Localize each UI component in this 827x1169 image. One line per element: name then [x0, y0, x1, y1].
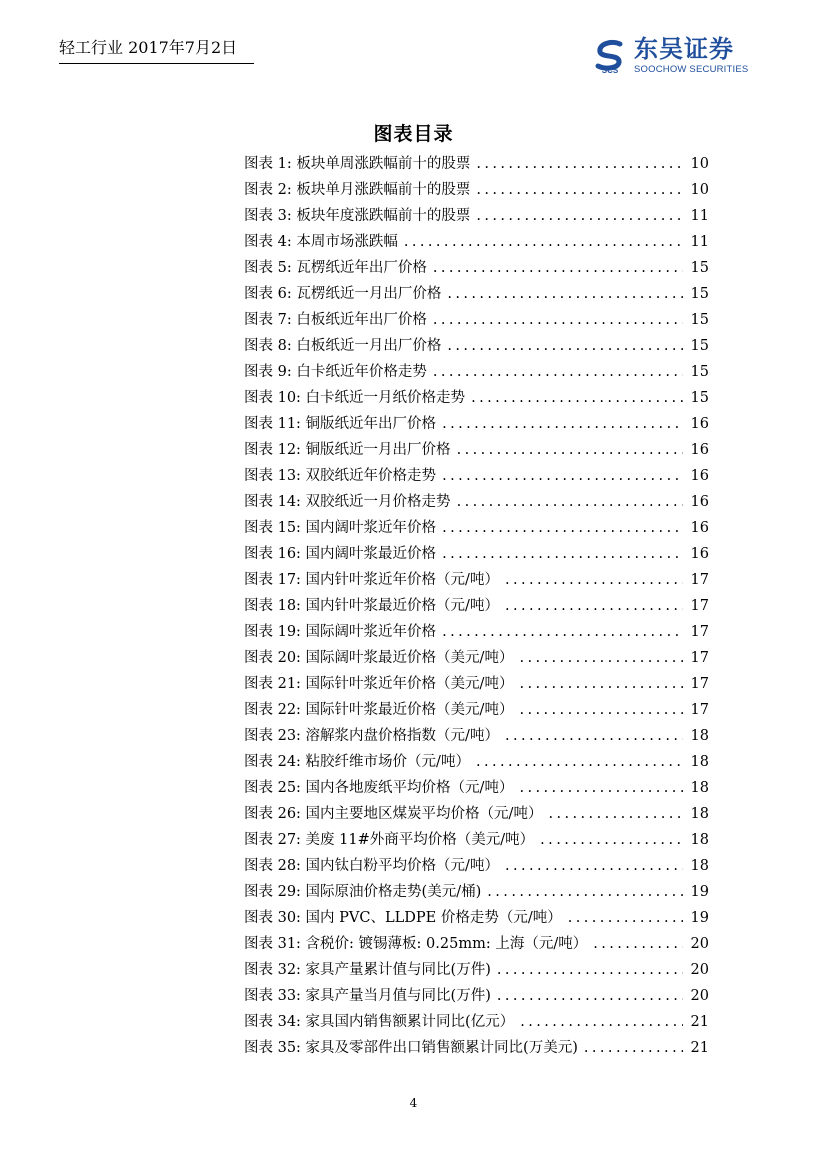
toc-entry-page: 17: [690, 598, 709, 614]
toc-entry[interactable]: [244, 359, 709, 385]
toc-entry[interactable]: [244, 281, 709, 307]
toc-leader-dots: [505, 857, 683, 875]
toc-entry-page: 16: [690, 442, 709, 458]
toc-entry[interactable]: [244, 151, 709, 177]
toc-entry[interactable]: [244, 1009, 709, 1035]
toc-entry-label: 图表 16: 国内阔叶浆最近价格: [244, 546, 437, 562]
scs-logo-text: SCS: [601, 66, 619, 74]
toc-entry-page: 20: [690, 936, 709, 952]
toc-entry-label: 图表 8: 白板纸近一月出厂价格: [244, 338, 442, 354]
toc-leader-dots: [476, 753, 683, 771]
toc-entry[interactable]: [244, 1035, 709, 1061]
toc-entry-page: 11: [690, 208, 709, 224]
toc-leader-dots: [487, 883, 683, 901]
toc-entry-page: 19: [690, 910, 709, 926]
toc-entry-label: 图表 20: 国际阔叶浆最近价格（美元/吨）: [244, 650, 514, 666]
toc-entry[interactable]: [244, 255, 709, 281]
toc-leader-dots: [433, 311, 683, 329]
toc-entry-label: 图表 14: 双胶纸近一月价格走势: [244, 494, 451, 510]
toc-entry-page: 11: [690, 234, 709, 250]
toc-title: 图表目录: [373, 123, 454, 145]
toc-entry-label: 图表 12: 铜版纸近一月出厂价格: [244, 442, 451, 458]
toc-entry-label: 图表 18: 国内针叶浆最近价格（元/吨）: [244, 598, 499, 614]
toc-leader-dots: [442, 467, 683, 485]
toc-entry[interactable]: [244, 385, 709, 411]
toc-entry[interactable]: [244, 645, 709, 671]
toc-entry[interactable]: [244, 307, 709, 333]
toc-entry-label: 图表 6: 瓦楞纸近一月出厂价格: [244, 286, 442, 302]
toc-entry-page: 18: [690, 806, 709, 822]
toc-leader-dots: [442, 545, 683, 563]
toc-entry-label: 图表 30: 国内 PVC、LLDPE 价格走势（元/吨）: [244, 910, 562, 926]
header-underline: [59, 63, 254, 64]
toc-leader-dots: [548, 805, 683, 823]
company-logo: [592, 35, 762, 78]
toc-entry-page: 17: [690, 624, 709, 640]
toc-entry[interactable]: [244, 489, 709, 515]
toc-entry-label: 图表 21: 国际针叶浆近年价格（美元/吨）: [244, 676, 514, 692]
toc-leader-dots: [584, 1039, 683, 1057]
toc-entry-page: 21: [690, 1014, 709, 1030]
toc-entry-label: 图表 13: 双胶纸近年价格走势: [244, 468, 437, 484]
toc-entry[interactable]: [244, 177, 709, 203]
toc-entry[interactable]: [244, 203, 709, 229]
toc-entry-label: 图表 3: 板块年度涨跌幅前十的股票: [244, 208, 471, 224]
toc-leader-dots: [447, 285, 683, 303]
toc-entry[interactable]: [244, 853, 709, 879]
toc-entry[interactable]: [244, 541, 709, 567]
toc-entry-label: 图表 11: 铜版纸近年出厂价格: [244, 416, 437, 432]
toc-entry-page: 16: [690, 468, 709, 484]
toc-entry-label: 图表 33: 家具产量当月值与同比(万件): [244, 988, 491, 1004]
toc-entry-label: 图表 10: 白卡纸近一月纸价格走势: [244, 390, 466, 406]
toc-entry[interactable]: [244, 697, 709, 723]
toc-entry-label: 图表 15: 国内阔叶浆近年价格: [244, 520, 437, 536]
toc-entry[interactable]: [244, 463, 709, 489]
toc-leader-dots: [442, 623, 683, 641]
toc-leader-dots: [593, 935, 683, 953]
toc-entry[interactable]: [244, 931, 709, 957]
toc-entry-page: 18: [690, 832, 709, 848]
toc-entry-label: 图表 34: 家具国内销售额累计同比(亿元）: [244, 1014, 515, 1030]
toc-entry-label: 图表 17: 国内针叶浆近年价格（元/吨）: [244, 572, 499, 588]
toc-entry-page: 21: [690, 1040, 709, 1056]
toc-entry[interactable]: [244, 827, 709, 853]
toc-entry-page: 16: [690, 520, 709, 536]
toc-leader-dots: [497, 987, 683, 1005]
toc-entry-label: 图表 23: 溶解浆内盘价格指数（元/吨）: [244, 728, 499, 744]
toc-entry[interactable]: [244, 723, 709, 749]
toc-list: [244, 151, 709, 1061]
toc-entry-label: 图表 22: 国际针叶浆最近价格（美元/吨）: [244, 702, 514, 718]
toc-entry-label: 图表 25: 国内各地废纸平均价格（元/吨）: [244, 780, 514, 796]
toc-entry-page: 15: [690, 260, 709, 276]
report-header-title: 轻工行业 2017年7月2日: [59, 38, 238, 57]
toc-entry[interactable]: [244, 567, 709, 593]
toc-entry-page: 18: [690, 780, 709, 796]
toc-entry-page: 15: [690, 390, 709, 406]
toc-entry-label: 图表 9: 白卡纸近年价格走势: [244, 364, 427, 380]
toc-entry-label: 图表 28: 国内钛白粉平均价格（元/吨）: [244, 858, 499, 874]
toc-leader-dots: [519, 779, 683, 797]
toc-entry[interactable]: [244, 671, 709, 697]
toc-leader-dots: [476, 207, 683, 225]
toc-leader-dots: [497, 961, 683, 979]
toc-leader-dots: [505, 571, 683, 589]
toc-leader-dots: [476, 181, 683, 199]
toc-entry-page: 17: [690, 572, 709, 588]
toc-leader-dots: [476, 155, 683, 173]
toc-entry-page: 19: [690, 884, 709, 900]
toc-entry-page: 18: [690, 728, 709, 744]
toc-entry-page: 16: [690, 546, 709, 562]
toc-entry-label: 图表 4: 本周市场涨跌幅: [244, 234, 398, 250]
toc-entry-page: 15: [690, 338, 709, 354]
toc-entry-label: 图表 29: 国际原油价格走势(美元/桶): [244, 884, 482, 900]
toc-entry-page: 20: [690, 962, 709, 978]
company-name-en: SOOCHOW SECURITIES: [634, 64, 749, 75]
toc-entry-label: 图表 5: 瓦楞纸近年出厂价格: [244, 260, 427, 276]
toc-leader-dots: [433, 259, 683, 277]
scs-logo-icon: [592, 38, 628, 74]
toc-entry-page: 10: [690, 156, 709, 172]
toc-entry[interactable]: [244, 515, 709, 541]
toc-leader-dots: [505, 727, 683, 745]
toc-entry[interactable]: [244, 411, 709, 437]
toc-entry-page: 16: [690, 494, 709, 510]
toc-entry-label: 图表 7: 白板纸近年出厂价格: [244, 312, 427, 328]
toc-entry-page: 16: [690, 416, 709, 432]
page-number: 4: [409, 1096, 418, 1110]
toc-entry-page: 17: [690, 676, 709, 692]
toc-entry-label: 图表 19: 国际阔叶浆近年价格: [244, 624, 437, 640]
toc-entry[interactable]: [244, 879, 709, 905]
toc-leader-dots: [505, 597, 683, 615]
toc-leader-dots: [519, 675, 683, 693]
toc-entry-label: 图表 26: 国内主要地区煤炭平均价格（元/吨）: [244, 806, 543, 822]
toc-entry-page: 15: [690, 312, 709, 328]
toc-entry[interactable]: [244, 905, 709, 931]
toc-entry-page: 15: [690, 286, 709, 302]
company-name-cn: 东吴证券: [634, 35, 734, 63]
toc-entry-page: 10: [690, 182, 709, 198]
toc-entry[interactable]: [244, 333, 709, 359]
toc-entry[interactable]: [244, 229, 709, 255]
toc-leader-dots: [433, 363, 683, 381]
toc-entry-label: 图表 2: 板块单月涨跌幅前十的股票: [244, 182, 471, 198]
toc-entry-label: 图表 1: 板块单周涨跌幅前十的股票: [244, 156, 471, 172]
toc-leader-dots: [457, 493, 683, 511]
toc-entry-label: 图表 24: 粘胶纤维市场价（元/吨）: [244, 754, 470, 770]
toc-entry[interactable]: [244, 437, 709, 463]
toc-entry[interactable]: [244, 619, 709, 645]
toc-leader-dots: [442, 415, 683, 433]
toc-entry[interactable]: [244, 983, 709, 1009]
toc-leader-dots: [520, 1013, 683, 1031]
toc-leader-dots: [568, 909, 683, 927]
toc-entry[interactable]: [244, 801, 709, 827]
toc-entry[interactable]: [244, 775, 709, 801]
toc-entry-page: 18: [690, 858, 709, 874]
toc-entry-label: 图表 31: 含税价: 镀锡薄板: 0.25mm: 上海（元/吨）: [244, 936, 588, 952]
toc-entry-page: 20: [690, 988, 709, 1004]
toc-entry-label: 图表 27: 美废 11#外商平均价格（美元/吨）: [244, 832, 535, 848]
toc-entry-page: 18: [690, 754, 709, 770]
toc-entry[interactable]: [244, 593, 709, 619]
toc-entry-label: 图表 32: 家具产量累计值与同比(万件): [244, 962, 491, 978]
toc-leader-dots: [404, 233, 683, 251]
toc-leader-dots: [519, 701, 683, 719]
toc-leader-dots: [447, 337, 683, 355]
toc-leader-dots: [540, 831, 683, 849]
toc-leader-dots: [471, 389, 683, 407]
toc-entry-page: 17: [690, 650, 709, 666]
toc-entry-page: 15: [690, 364, 709, 380]
toc-entry[interactable]: [244, 749, 709, 775]
toc-entry-page: 17: [690, 702, 709, 718]
toc-leader-dots: [519, 649, 683, 667]
toc-leader-dots: [457, 441, 683, 459]
toc-leader-dots: [442, 519, 683, 537]
toc-entry-label: 图表 35: 家具及零部件出口销售额累计同比(万美元): [244, 1040, 578, 1056]
toc-entry[interactable]: [244, 957, 709, 983]
